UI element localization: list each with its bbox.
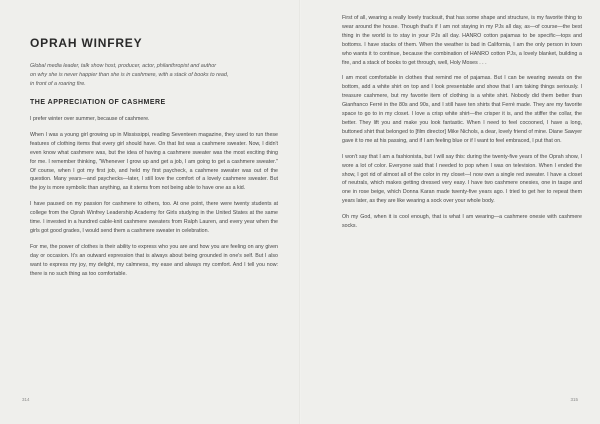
intro-line: in front of a roaring fire. [30, 81, 86, 87]
right-page [300, 0, 600, 424]
body-paragraph: When I was a young girl growing up in Mississippi, reading Seventeen magazine, they used to run these features of clothing items that every girl should have. On that list was a cashmere sweater. Now, I didn't even know what cashmere was, but the idea of having a cashmere sweater was the most exciting thing for me. I remember thinking, "Whenever I grow up and get a job, I am going to get a cashmere sweater." Of course, when I got my first job, and held my first paycheck, a cashmere sweater was out of the question. Many years—and paychecks—later, I still love the comfort of a lovely cashmere sweater. But the joy is more symbolic than anything, as it stems from not being able to have one as a kid. [30, 131, 278, 192]
body-paragraph: For me, the power of clothes is their ability to express who you are and how you are feeling on any given day or occasion. It's an outward expression that is always about being grounded in one's self. But I also want to express my joy, my delight, my calmness, my ease and always my comfort. And I tell you now: there is no such thing as too comfortable. [30, 243, 278, 277]
page-number: 315 [570, 397, 578, 402]
page-number: 314 [22, 397, 30, 402]
body-paragraph: I have paused on my passion for cashmere to others, too. At one point, there were twenty students at college from the Oprah Winfrey Leadership Academy for Girls studying in the United States at the same time. I invested in a hundred cable-knit cashmere sweaters from Ralph Lauren, and every year when the girls got good grades, I would send them a cashmere sweater in celebration. [30, 201, 278, 234]
section-heading: THE APPRECIATION OF CASHMERE [30, 99, 166, 106]
right-text-column [342, 14, 582, 238]
body-paragraph: I won't say that I am a fashionista, but I will say this: during the twenty-five years of the Oprah show, I wore a lot of color. Everyone said that I needed to pop when I was on television. When I ended the show, I got rid of almost all of the color in my closet—I now own a single red sweater. I have a closet of neutrals, which makes getting dressed very easy. I have two cashmere onesies, one in taupe and one in rose beige, which Donna Karan made twenty-five years ago. I tried to get her to repeat them years later, as they are like wearing a sock over your whole body. [342, 153, 582, 205]
intro-line: Global media leader, talk show host, producer, actor, philanthropist and author [30, 63, 217, 69]
intro-line: on why she is never happier than she is in cashmere, with a stack of books to read, [30, 72, 229, 78]
body-paragraph: First of all, wearing a really lovely tracksuit, that has some shape and structure, is my favorite thing to wear around the house. Though that's if I am not staying in my PJs all day, as—of course—the best thing in the world is to stay in your PJs all day. HANRO cotton pajamas to be specific—tops and bottoms. I have stacks of them. When the weather is bad in California, I am the only person in town who wants it to continue, because the combination of HANRO cotton PJs, a lovely blanket, building a fire, and a stack of books to get through, well, Holy Moses . . . [342, 15, 582, 66]
page-title: OPRAH WINFREY [30, 36, 143, 50]
body-paragraph: Oh my God, when it is cool enough, that is what I am wearing—a cashmere onesie with cashmere socks. [342, 214, 582, 230]
body-paragraph: I prefer winter over summer, because of cashmere. [30, 116, 150, 122]
body-paragraph: I am most comfortable in clothes that remind me of pajamas. But I can be wearing sweats on the bottom, add a white shirt on top and I look presentable and show that I am taking things seriously. I treasure cashmere, but my favorite item of clothing is a white shirt. Nobody did them better than Gianfranco Ferré in the 80s and 90s, and I still have ten shirts that Ferré made. They are my favorite space to go to in my closet. I love a crisp white shirt—the crisper it is, and the stiffer the collar, the better. They lift you and make you look fantastic. When I need to feel cocooned, I have a long, buttoned shirt that belonged to [film director] Mike Nichols, a dear, lovely friend of mine. Diane Sawyer gave it to me at his passing, and if I am feeling blue or if I want to feel embraced, I put that on. [342, 75, 582, 144]
intro-text [30, 62, 278, 89]
left-text-column [30, 36, 278, 286]
